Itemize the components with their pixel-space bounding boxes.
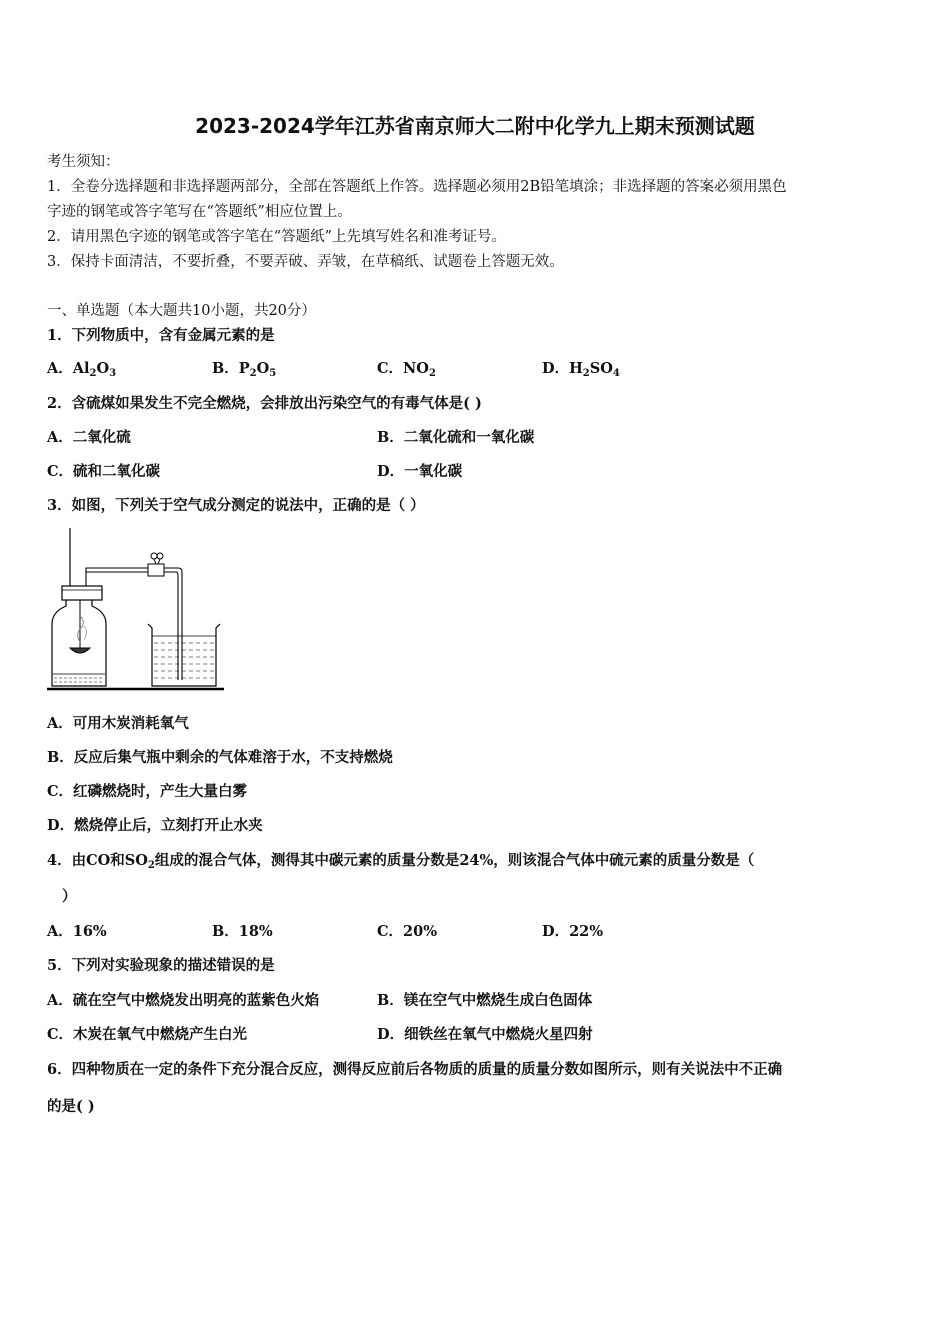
question-4-stem: 4．由CO和$SO_2$组成的混合气体，测得其中碳元素的质量分数是24%，则该混合气体中硫元素的质量分数是（ xyxy=(47,852,755,871)
question-3-option-b: B．反应后集气瓶中剩余的气体难溶于水，不支持燃烧 xyxy=(47,749,393,766)
question-3-stem: 3．如图，下列关于空气成分测定的说法中，正确的是（ ） xyxy=(47,497,425,514)
air-composition-apparatus-figure xyxy=(44,524,226,698)
notice-heading: 考生须知： xyxy=(47,154,120,170)
question-4-stem-end: ） xyxy=(62,888,77,905)
notice-item-2: 2．请用黑色字迹的钢笔或答字笔在“答题纸”上先填写姓名和准考证号。 xyxy=(47,229,507,245)
question-2-stem: 2．含硫煤如果发生不完全燃烧，会排放出污染空气的有毒气体是( ) xyxy=(47,395,482,412)
question-5-stem: 5．下列对实验现象的描述错误的是 xyxy=(47,957,275,974)
question-4-option-a: A．16% xyxy=(47,923,107,940)
question-6-stem: 6．四种物质在一定的条件下充分混合反应，测得反应前后各物质的质量的质量分数如图所示，则有关说法中不正确 xyxy=(47,1061,783,1078)
apparatus-diagram xyxy=(44,524,226,694)
notice-item-1-cont: 字迹的钢笔或答字笔写在“答题纸”相应位置上。 xyxy=(47,204,352,220)
section-heading: 一、单选题（本大题共10小题，共20分） xyxy=(47,303,316,319)
question-2-option-c: C．硫和二氧化碳 xyxy=(47,463,161,480)
question-3-option-c: C．红磷燃烧时，产生大量白雾 xyxy=(47,783,248,800)
notice-item-3: 3．保持卡面清洁，不要折叠，不要弄破、弄皱，在草稿纸、试题卷上答题无效。 xyxy=(47,254,564,270)
question-1-option-c: C．$NO_2$ xyxy=(377,360,436,379)
question-4-option-b: B．18% xyxy=(212,923,273,940)
question-2-option-a: A．二氧化硫 xyxy=(47,429,131,446)
question-3-option-a: A．可用木炭消耗氧气 xyxy=(47,715,189,732)
combustion-spoon xyxy=(70,648,90,653)
page-title: 2023-2024学年江苏省南京师大二附中化学九上期末预测试题 xyxy=(195,114,755,138)
question-2-option-d: D．一氧化碳 xyxy=(377,463,463,480)
beaker xyxy=(148,624,220,686)
question-3-option-d: D．燃烧停止后，立刻打开止水夹 xyxy=(47,817,263,834)
question-1-option-d: D．$H_2SO_4$ xyxy=(542,360,620,379)
question-6-stem-cont: 的是( ) xyxy=(47,1098,95,1115)
question-1-option-b: B．$P_2O_5$ xyxy=(212,360,277,379)
rubber-stopper xyxy=(62,586,102,600)
question-5-option-b: B．镁在空气中燃烧生成白色固体 xyxy=(377,992,593,1009)
question-4-option-c: C．20% xyxy=(377,923,437,940)
notice-item-1: 1．全卷分选择题和非选择题两部分，全部在答题纸上作答。选择题必须用2B铅笔填涂；非选择题的答案必须用黑色 xyxy=(47,179,787,195)
question-5-option-d: D．细铁丝在氧气中燃烧火星四射 xyxy=(377,1026,593,1043)
question-1-stem: 1．下列物质中，含有金属元素的是 xyxy=(47,327,275,344)
water-clamp xyxy=(148,564,164,576)
question-1-option-a: A．$Al_2O_3$ xyxy=(47,360,117,379)
question-5-option-c: C．木炭在氧气中燃烧产生白光 xyxy=(47,1026,248,1043)
gas-collecting-bottle xyxy=(52,600,106,686)
question-5-option-a: A．硫在空气中燃烧发出明亮的蓝紫色火焰 xyxy=(47,992,320,1009)
question-4-option-d: D．22% xyxy=(542,923,604,940)
connecting-tube xyxy=(86,568,148,586)
question-2-option-b: B．二氧化硫和一氧化碳 xyxy=(377,429,535,446)
